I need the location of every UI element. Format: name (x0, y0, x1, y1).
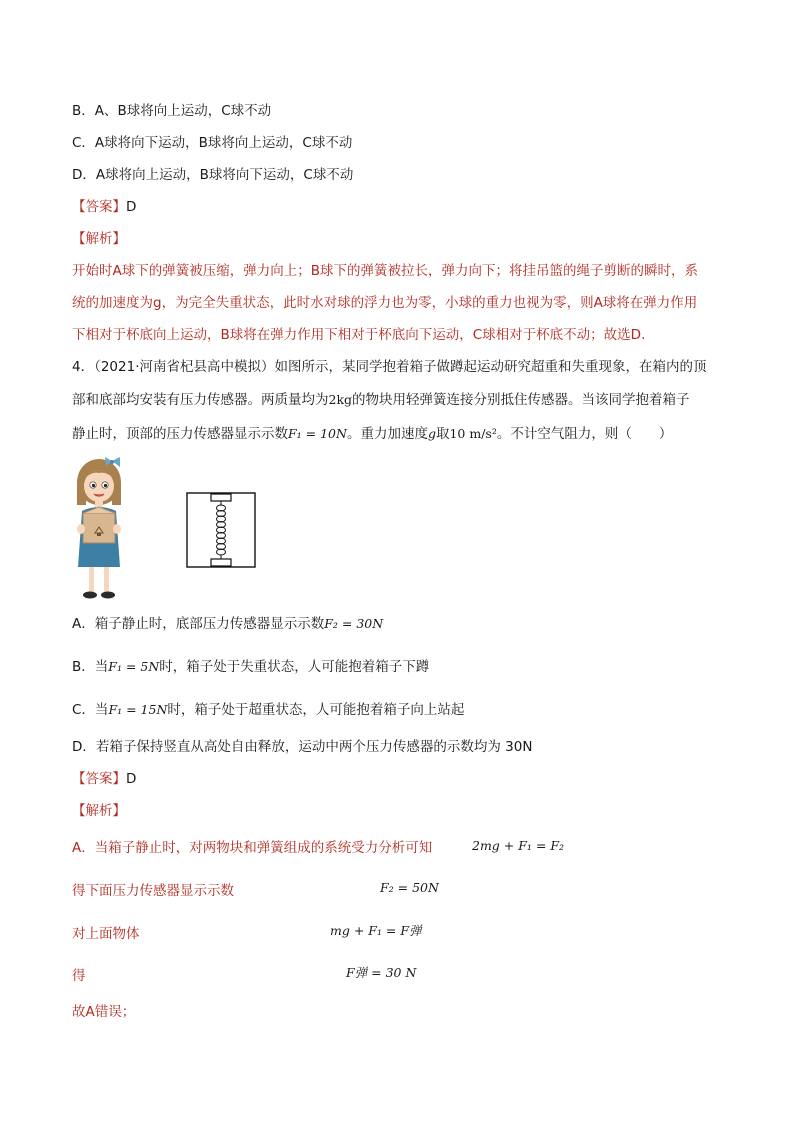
analysis-q4-line-3: 对上面物体 (72, 926, 140, 942)
option-c-q3: C．A球将向下运动，B球将向上运动，C球不动 (72, 135, 353, 151)
equation-4: F弹 = 30 N (346, 965, 417, 980)
analysis-q4-line-4: 得 (72, 968, 86, 984)
q4-text: 。重力加速度 (346, 426, 428, 442)
option-b-q3: B．A、B球将向上运动，C球不动 (72, 103, 272, 119)
question-4-line-1: 4．（2021·河南省杞县高中模拟）如图所示，某同学抱着箱子做蹲起运动研究超重和失重现象，在箱内的顶 (72, 359, 707, 375)
q4-f1: F₁ = 10N (288, 426, 347, 441)
option-text: A．箱子静止时，底部压力传感器显示示数 (72, 616, 325, 632)
answer-value: D (126, 199, 137, 215)
question-4-line-3 (72, 424, 672, 444)
option-b-q4 (72, 657, 429, 677)
q4-mass: 2kg (328, 392, 353, 407)
q4-text: 取 (435, 426, 450, 442)
equation-1: 2mg + F₁ = F₂ (472, 838, 565, 853)
option-text: 时，箱子处于超重状态，人可能抱着箱子向上站起 (167, 702, 465, 718)
question-4-line-2 (72, 390, 690, 410)
box-with-spring-diagram (186, 492, 256, 568)
q4-text: 部和底部均安装有压力传感器。两质量均为 (72, 392, 329, 408)
option-text: C．当 (72, 702, 109, 718)
option-c-q4 (72, 700, 464, 720)
answer-q4 (72, 769, 136, 789)
answer-label: 【答案】 (72, 771, 126, 787)
answer-label: 【答案】 (72, 199, 126, 215)
analysis-line-3: 下相对于杯底向上运动，B球将在弹力作用下相对于杯底向下运动，C球相对于杯底不动；故选D. (72, 327, 646, 343)
analysis-label-q3: 【解析】 (72, 231, 126, 247)
answer-value: D (126, 771, 137, 787)
equation-3: mg + F₁ = F弹 (330, 923, 422, 938)
option-d-q3: D．A球将向上运动，B球将向下运动，C球不动 (72, 167, 354, 183)
q4-gval: 10 m/s² (449, 426, 497, 441)
girl-holding-box-illustration (68, 455, 130, 600)
q4-text: 的物块用轻弹簧连接分别抵住传感器。当该同学抱着箱子 (352, 392, 690, 408)
q4-text: 。不计空气阻力，则（ ） (496, 426, 673, 442)
option-text: 时，箱子处于失重状态，人可能抱着箱子下蹲 (159, 659, 430, 675)
answer-q3 (72, 197, 136, 217)
option-equation: F₂ = 30N (324, 616, 384, 631)
analysis-line-1: 开始时A球下的弹簧被压缩，弹力向上；B球下的弹簧被拉长，弹力向下；将挂吊篮的绳子剪断的瞬时，系 (72, 263, 698, 279)
option-text: B．当 (72, 659, 109, 675)
analysis-q4-line-2: 得下面压力传感器显示示数 (72, 883, 234, 899)
option-equation: F₁ = 15N (108, 702, 168, 717)
analysis-label-q4: 【解析】 (72, 803, 126, 819)
q4-text: 静止时，顶部的压力传感器显示示数 (72, 426, 288, 442)
q4-g: g (427, 426, 436, 441)
option-equation: F₁ = 5N (108, 659, 160, 674)
equation-2: F₂ = 50N (380, 880, 439, 895)
analysis-q4-line-1: A．当箱子静止时，对两物块和弹簧组成的系统受力分析可知 (72, 840, 433, 856)
option-a-q4 (72, 614, 383, 634)
analysis-q4-line-5: 故A错误； (72, 1004, 136, 1020)
option-d-q4: D．若箱子保持竖直从高处自由释放，运动中两个压力传感器的示数均为 30N (72, 739, 533, 755)
analysis-line-2: 统的加速度为g，为完全失重状态，此时水对球的浮力也为零，小球的重力也视为零，则A球将在弹力作用 (72, 295, 698, 311)
